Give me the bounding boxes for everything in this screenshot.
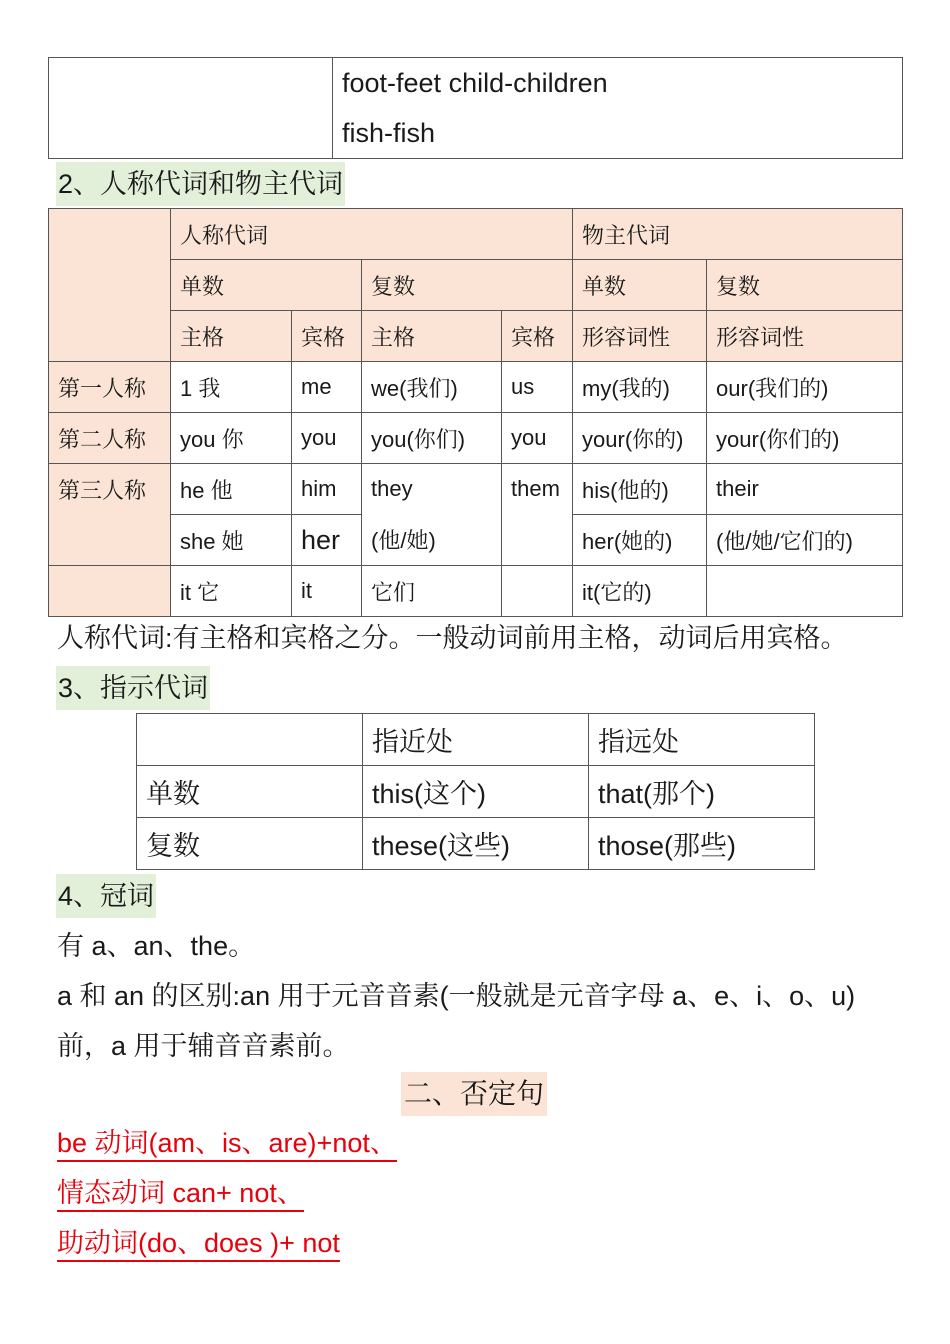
table-cell: that(那个) xyxy=(589,766,815,818)
table-cell: his(他的) xyxy=(573,464,707,515)
section-heading-articles: 4、冠词 xyxy=(56,874,156,918)
section-heading-demonstratives: 3、指示代词 xyxy=(56,666,210,710)
row-label: 第三人称 xyxy=(49,464,171,566)
table-cell: he 他 xyxy=(171,464,292,515)
table-cell: (他/她) xyxy=(362,515,502,566)
table-cell: it(它的) xyxy=(573,566,707,617)
header-near: 指近处 xyxy=(363,714,589,766)
table-row xyxy=(49,464,903,515)
plural-line: foot-feet child-children xyxy=(342,68,608,98)
table-cell: (他/她/它们的) xyxy=(707,515,903,566)
irregular-plurals-cell xyxy=(333,58,903,159)
table-cell: them xyxy=(502,464,573,566)
row-label: 单数 xyxy=(137,766,363,818)
table-cell: she 她 xyxy=(171,515,292,566)
table-cell: those(那些) xyxy=(589,818,815,870)
row-label: 复数 xyxy=(137,818,363,870)
table-cell: him xyxy=(292,464,362,515)
negation-rule: 情态动词 can+ not、 xyxy=(57,1176,304,1212)
header-object: 宾格 xyxy=(502,311,573,362)
row-label: 第一人称 xyxy=(49,362,171,413)
header-adjectival: 形容词性 xyxy=(707,311,903,362)
pronoun-table xyxy=(48,208,903,617)
header-poss-plural: 复数 xyxy=(707,260,903,311)
plural-nouns-table xyxy=(48,57,903,159)
table-cell: her(她的) xyxy=(573,515,707,566)
table-cell: it xyxy=(292,566,362,617)
table-row xyxy=(49,260,903,311)
header-personal: 人称代词 xyxy=(171,209,573,260)
table-cell: me xyxy=(292,362,362,413)
header-subject: 主格 xyxy=(362,311,502,362)
empty-cell xyxy=(49,58,333,159)
table-row xyxy=(49,362,903,413)
table-cell: your(你们的) xyxy=(707,413,903,464)
table-row xyxy=(49,413,903,464)
table-cell: our(我们的) xyxy=(707,362,903,413)
articles-line: a 和 an 的区别:an 用于元音音素(一般就是元音字母 a、e、i、o、u) xyxy=(57,981,856,1011)
table-cell: this(这个) xyxy=(363,766,589,818)
table-cell: their xyxy=(707,464,903,515)
table-cell xyxy=(707,566,903,617)
row-label: 第二人称 xyxy=(49,413,171,464)
corner-cell xyxy=(49,209,171,362)
header-plural: 复数 xyxy=(362,260,573,311)
part-heading-negation: 二、否定句 xyxy=(401,1072,547,1116)
table-cell: you(你们) xyxy=(362,413,502,464)
table-row xyxy=(49,209,903,260)
section-heading-pronouns: 2、人称代词和物主代词 xyxy=(56,162,345,206)
table-cell: these(这些) xyxy=(363,818,589,870)
table-cell: 1 我 xyxy=(171,362,292,413)
table-row xyxy=(49,566,903,617)
table-row xyxy=(137,714,815,766)
table-cell: you xyxy=(292,413,362,464)
table-cell xyxy=(502,566,573,617)
table-cell: it 它 xyxy=(171,566,292,617)
articles-line: 有 a、an、the。 xyxy=(57,931,256,961)
header-subject: 主格 xyxy=(171,311,292,362)
table-row xyxy=(49,58,903,159)
plural-line: fish-fish xyxy=(342,118,436,148)
header-singular: 单数 xyxy=(171,260,362,311)
table-cell: you 你 xyxy=(171,413,292,464)
table-cell: 它们 xyxy=(362,566,502,617)
table-row xyxy=(137,766,815,818)
header-possessive: 物主代词 xyxy=(573,209,903,260)
header-adjectival: 形容词性 xyxy=(573,311,707,362)
table-cell: your(你的) xyxy=(573,413,707,464)
table-cell: my(我的) xyxy=(573,362,707,413)
table-cell: you xyxy=(502,413,573,464)
table-row xyxy=(49,515,903,566)
table-cell: we(我们) xyxy=(362,362,502,413)
negation-rule: 助动词(do、does )+ not xyxy=(57,1226,340,1262)
header-far: 指远处 xyxy=(589,714,815,766)
table-cell: they xyxy=(362,464,502,515)
header-object: 宾格 xyxy=(292,311,362,362)
pronoun-note: 人称代词:有主格和宾格之分。一般动词前用主格，动词后用宾格。 xyxy=(57,623,848,653)
demonstrative-table xyxy=(136,713,815,870)
row-label xyxy=(49,566,171,617)
articles-line: 前，a 用于辅音音素前。 xyxy=(57,1031,350,1061)
header-poss-singular: 单数 xyxy=(573,260,707,311)
table-row xyxy=(137,818,815,870)
negation-rule: be 动词(am、is、are)+not、 xyxy=(57,1126,397,1162)
table-cell: her xyxy=(292,515,362,566)
table-cell: us xyxy=(502,362,573,413)
corner-cell xyxy=(137,714,363,766)
table-row xyxy=(49,311,903,362)
